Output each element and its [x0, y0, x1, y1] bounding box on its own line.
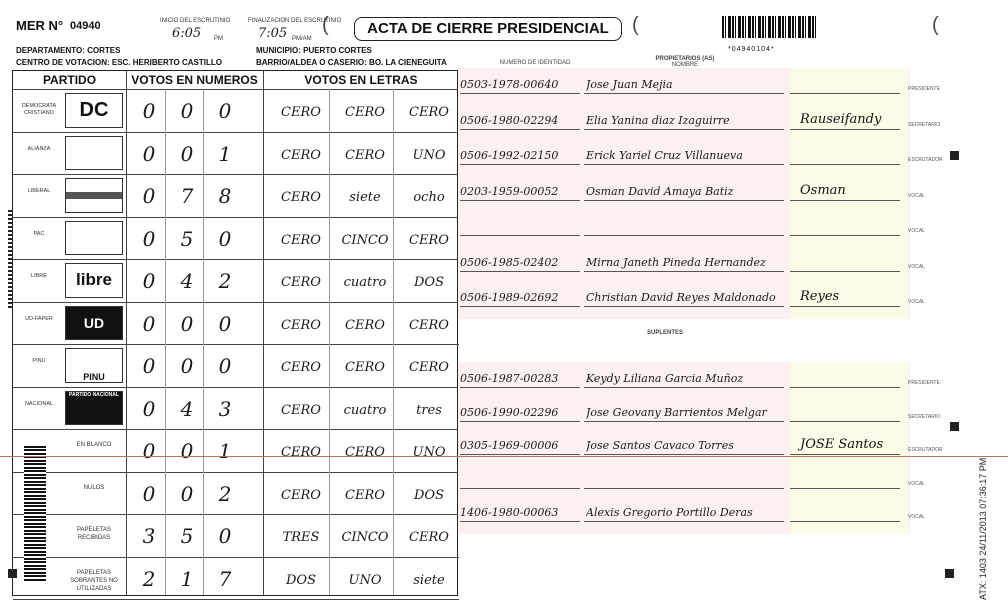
document-title: ACTA DE CIERRE PRESIDENCIAL — [354, 17, 622, 41]
signature-area — [790, 68, 908, 106]
municipality: MUNICIPIO: PUERTO CORTES — [256, 46, 372, 55]
vote-word: CERO — [345, 487, 385, 503]
owners-title: PROPIETARIOS (AS) — [655, 56, 715, 62]
identity-number: 0503-1978-00640 — [460, 78, 559, 91]
header-barcode — [722, 16, 816, 38]
vote-word: UNO — [412, 147, 446, 163]
vote-word: CERO — [409, 360, 449, 375]
party-logo: PINU — [65, 348, 123, 383]
vote-word: DOS — [414, 487, 444, 503]
entry-underline — [460, 200, 580, 201]
identity-number: 0506-1985-02402 — [460, 255, 559, 269]
identity-number: 0506-1989-02692 — [460, 291, 559, 304]
party-logo: libre — [65, 263, 123, 298]
vote-digit: 7 — [180, 184, 194, 208]
party-name: NACIONAL — [24, 400, 54, 407]
total-label: EN BLANCO — [76, 442, 112, 448]
signature-area — [790, 496, 908, 534]
vote-word: CINCO — [341, 530, 389, 545]
party-name: PINU — [32, 358, 46, 364]
vote-digit: 3 — [142, 524, 156, 548]
member-name: Elia Yanina diaz Izaguirre — [586, 113, 730, 127]
vote-digit: 2 — [218, 481, 232, 506]
member-name: Christian David Reyes Maldonado — [586, 291, 776, 304]
identity-number: 0506-1987-00283 — [460, 372, 559, 385]
signature-area — [790, 362, 908, 400]
entry-underline — [790, 164, 900, 165]
vote-word: siete — [413, 572, 445, 588]
entry-underline — [790, 93, 900, 94]
party-name: DEMOCRATA CRISTIANO — [21, 103, 57, 116]
role-tag: PRESIDENTE — [908, 86, 940, 92]
member-name: Erick Yariel Cruz Villanueva — [586, 149, 743, 162]
member-name: Jose Juan Mejia — [586, 78, 673, 91]
vote-digit: 5 — [180, 524, 194, 548]
entry-underline — [584, 488, 784, 489]
voting-center: CENTRO DE VOTACION: ESC. HERIBERTO CASTILLO — [16, 58, 222, 67]
vote-word: cuatro — [343, 275, 387, 290]
total-label: PAPELETAS SOBRANTES NO UTILIZADAS — [70, 569, 118, 592]
vote-digit: 0 — [142, 396, 156, 421]
vote-digit: 8 — [218, 184, 232, 208]
vote-word: CINCO — [341, 232, 389, 248]
vote-digit: 0 — [142, 99, 156, 123]
vote-digit: 0 — [218, 354, 232, 378]
vote-digit: 0 — [142, 439, 156, 463]
entry-underline — [790, 271, 900, 272]
vote-word: CERO — [281, 360, 321, 375]
vote-digit: 5 — [180, 226, 194, 251]
party-logo: UD — [65, 306, 123, 341]
fold-line — [0, 456, 1008, 457]
vote-digit: 0 — [180, 481, 194, 506]
vote-word: tres — [416, 402, 442, 418]
end-label: FINALIZACION DEL ESCRUTINIO — [248, 18, 342, 24]
member-signature: JOSE Santos — [800, 437, 884, 452]
vote-word: cuatro — [343, 402, 387, 418]
role-tag: SECRETARIO — [908, 121, 941, 128]
start-unit: PM — [214, 36, 223, 42]
entry-underline — [584, 271, 784, 272]
left-paren-mark: ( — [322, 14, 329, 36]
entry-underline — [460, 129, 580, 130]
member-signature: Reyes — [800, 289, 840, 304]
signature-area — [790, 246, 908, 284]
vote-word: CERO — [409, 530, 449, 545]
vote-digit: 0 — [218, 99, 232, 123]
entry-underline — [460, 488, 580, 489]
party-name: LIBERAL — [27, 188, 51, 194]
vote-digit: 0 — [218, 226, 232, 251]
entry-underline — [584, 306, 784, 307]
mer-label: MER N° — [16, 18, 64, 33]
vote-word: UNO — [348, 572, 382, 588]
entry-underline — [790, 488, 900, 489]
role-tag: PRESIDENTE — [908, 380, 940, 386]
vote-digit: 4 — [180, 269, 194, 293]
vote-digit: 0 — [142, 354, 156, 378]
role-tag: VOCAL — [908, 514, 925, 520]
vote-digit: 1 — [218, 141, 232, 166]
member-name: Keydy Liliana Garcia Muñoz — [586, 372, 744, 385]
signature-area — [790, 210, 908, 248]
member-name: Jose Geovany Barrientos Melgar — [586, 405, 767, 419]
vote-word: CERO — [281, 275, 321, 290]
identity-number: 1406-1980-00063 — [460, 506, 559, 519]
signature-area — [790, 139, 908, 177]
party-logo: PARTIDO NACIONAL — [65, 391, 123, 426]
vote-digit: 7 — [218, 566, 232, 591]
vote-word: siete — [349, 190, 381, 205]
party-logo — [65, 136, 123, 171]
vote-word: DOS — [414, 275, 444, 290]
member-name: Alexis Gregorio Portillo Deras — [586, 506, 753, 519]
start-time: 6:05 — [172, 26, 202, 41]
party-name: LIBRE — [31, 273, 47, 279]
vote-word: CERO — [281, 190, 321, 205]
id-column-label: NUMERO DE IDENTIDAD — [499, 60, 571, 66]
entry-underline — [790, 235, 900, 236]
identity-number: 0506-1990-02296 — [460, 405, 559, 419]
entry-underline — [460, 271, 580, 272]
vote-word: CERO — [345, 105, 385, 120]
registration-mark — [945, 569, 954, 578]
vote-word: UNO — [412, 445, 446, 460]
alternates-title: SUPLENTES — [646, 330, 683, 336]
entry-underline — [584, 200, 784, 201]
vote-digit: 2 — [218, 269, 232, 293]
role-tag: VOCAL — [908, 228, 925, 234]
entry-underline — [460, 387, 580, 388]
vote-digit: 0 — [180, 354, 194, 378]
vote-word: CERO — [281, 487, 321, 503]
party-logo — [65, 221, 123, 256]
identity-number: 0305-1969-00006 — [460, 439, 559, 452]
vote-digit: 1 — [218, 439, 232, 463]
vote-word: CERO — [409, 317, 449, 333]
col-numbers-header: VOTOS EN NUMEROS — [131, 73, 258, 87]
left-barcode — [24, 446, 46, 582]
vote-digit: 0 — [218, 524, 232, 548]
entry-underline — [584, 164, 784, 165]
entry-underline — [790, 454, 900, 455]
start-label: INICIO DEL ESCRUTINIO — [160, 18, 231, 24]
registration-mark — [950, 151, 959, 160]
vote-word: CERO — [409, 232, 449, 248]
votes-table — [12, 70, 458, 596]
vote-digit: 0 — [142, 481, 156, 506]
entry-underline — [460, 521, 580, 522]
role-tag: VOCAL — [908, 263, 925, 270]
vote-digit: 4 — [180, 396, 194, 421]
member-name: Osman David Amaya Batiz — [586, 184, 734, 198]
entry-underline — [584, 521, 784, 522]
vote-word: CERO — [281, 105, 321, 120]
vote-word: CERO — [281, 445, 321, 460]
total-label: NULOS — [83, 484, 105, 491]
vote-word: ocho — [413, 190, 445, 205]
signature-area — [790, 396, 908, 434]
timestamp-stamp: ATX: 1403 24/11/2013 07:36:17 PM — [978, 457, 988, 600]
entry-underline — [790, 421, 900, 422]
vote-digit: 0 — [180, 99, 194, 123]
entry-underline — [460, 306, 580, 307]
identity-number: 0506-1980-02294 — [460, 113, 559, 127]
vote-digit: 2 — [142, 566, 156, 591]
neighborhood: BARRIO/ALDEA O CASERIO: BO. LA CIENEGUITA — [256, 58, 447, 67]
member-signature: Rauseifandy — [800, 111, 882, 127]
member-name: Mirna Janeth Pineda Hernandez — [586, 255, 766, 269]
department: DEPARTAMENTO: CORTES — [16, 46, 121, 55]
entry-underline — [584, 93, 784, 94]
registration-mark — [8, 569, 17, 578]
party-name: PAC — [33, 230, 45, 237]
vote-word: DOS — [286, 572, 316, 588]
vote-word: CERO — [281, 232, 321, 248]
vote-word: CERO — [281, 147, 321, 163]
vote-word: CERO — [345, 445, 385, 460]
entry-underline — [460, 164, 580, 165]
entry-underline — [460, 454, 580, 455]
end-time: 7:05 — [258, 26, 288, 41]
corner-paren-mark: ( — [932, 14, 939, 36]
entry-underline — [584, 129, 784, 130]
vote-word: TRES — [282, 530, 320, 545]
role-tag: ESCRUTADOR — [908, 447, 943, 453]
vote-word: CERO — [345, 317, 385, 333]
vote-word: CERO — [345, 360, 385, 375]
total-label: PAPELETAS RECIBIDAS — [76, 527, 112, 541]
entry-underline — [584, 421, 784, 422]
role-tag: SECRETARIO — [908, 413, 941, 420]
end-unit: PM/AM — [292, 36, 312, 42]
party-logo — [65, 178, 123, 213]
vote-digit: 0 — [180, 141, 194, 166]
vote-word: CERO — [345, 147, 385, 163]
role-tag: VOCAL — [908, 480, 925, 487]
entry-underline — [790, 521, 900, 522]
right-paren-mark: ( — [632, 14, 639, 36]
entry-underline — [584, 235, 784, 236]
member-name: Jose Santos Cavaco Torres — [586, 439, 734, 452]
col-party-header: PARTIDO — [42, 73, 97, 87]
vote-digit: 0 — [142, 311, 156, 336]
party-name: UD-FAPER — [25, 315, 53, 322]
party-name: ALIANZA — [27, 145, 51, 152]
vote-digit: 3 — [218, 396, 232, 421]
owners-subtitle: NOMBRE — [671, 62, 699, 68]
entry-underline — [790, 306, 900, 307]
party-logo: DC — [65, 93, 123, 128]
entry-underline — [790, 200, 900, 201]
mer-number: 04940 — [70, 20, 101, 32]
vote-word: CERO — [409, 105, 449, 120]
barcode-number: *04940104* — [728, 46, 775, 53]
vote-word: CERO — [281, 402, 321, 418]
vote-digit: 0 — [180, 439, 194, 463]
vote-digit: 0 — [142, 226, 156, 251]
role-tag: ESCRUTADOR — [908, 157, 943, 163]
entry-underline — [584, 387, 784, 388]
role-tag: VOCAL — [908, 192, 925, 199]
signature-area — [790, 463, 908, 501]
member-signature: Osman — [800, 182, 846, 198]
entry-underline — [790, 387, 900, 388]
vote-digit: 0 — [142, 269, 156, 293]
vote-digit: 0 — [142, 184, 156, 208]
role-tag: VOCAL — [908, 299, 925, 305]
entry-underline — [460, 93, 580, 94]
entry-underline — [460, 421, 580, 422]
entry-underline — [584, 454, 784, 455]
entry-underline — [790, 129, 900, 130]
registration-mark — [950, 422, 959, 431]
identity-number: 0506-1992-02150 — [460, 149, 559, 162]
vote-digit: 0 — [142, 141, 156, 166]
vote-digit: 1 — [180, 566, 194, 591]
identity-number: 0203-1959-00052 — [460, 184, 559, 198]
vote-digit: 0 — [218, 311, 232, 336]
vote-digit: 0 — [180, 311, 194, 336]
entry-underline — [460, 235, 580, 236]
vote-word: CERO — [281, 317, 321, 333]
col-letters-header: VOTOS EN LETRAS — [304, 73, 418, 87]
